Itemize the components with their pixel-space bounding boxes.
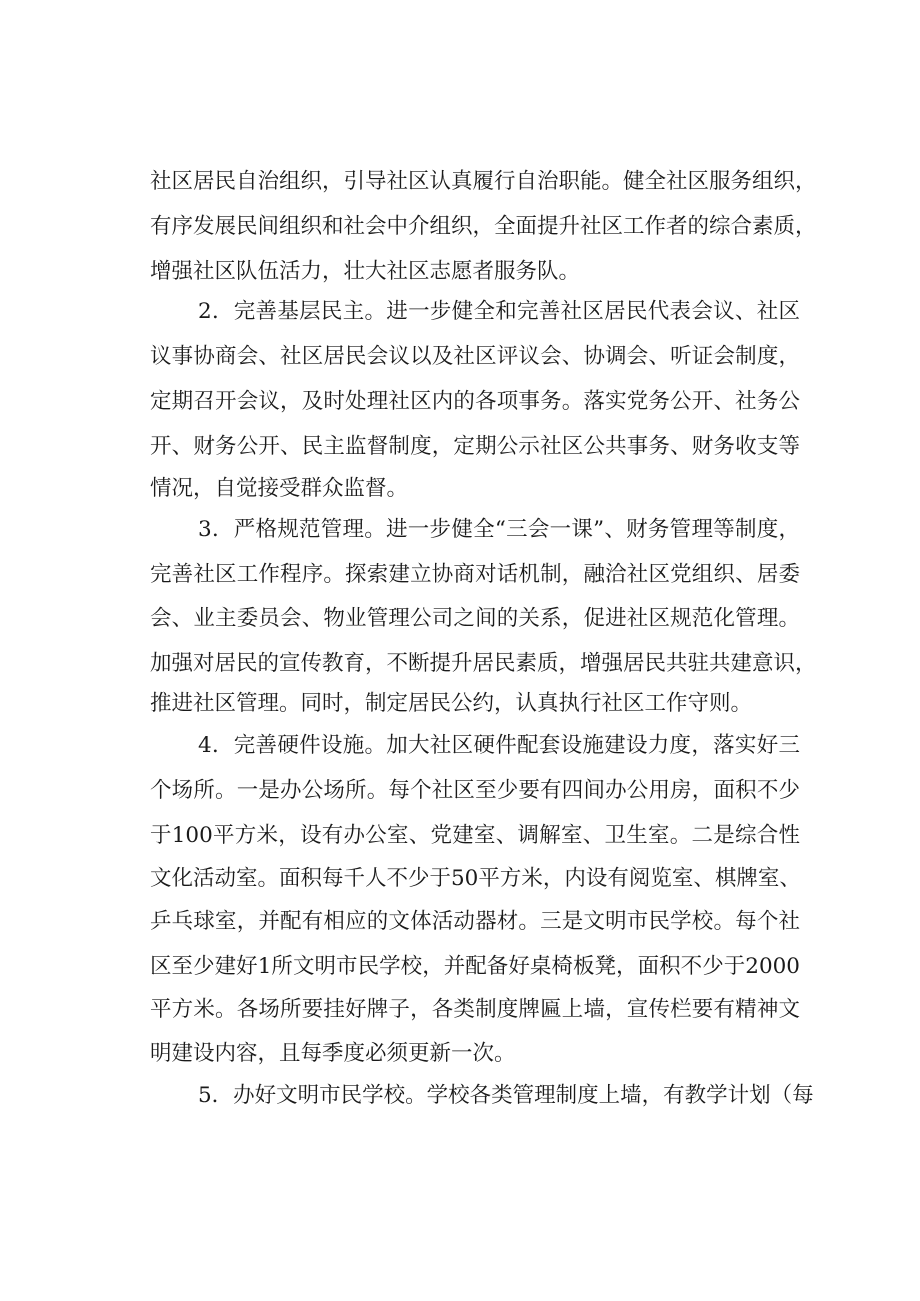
paragraph-start-line: 5．办好文明市民学校。学校各类管理制度上墙，有教学计划（每 — [198, 1083, 814, 1108]
paragraph-start-line: 4．完善硬件设施。加大社区硬件配套设施建设力度，落实好三 — [198, 733, 800, 758]
paragraph-start-line: 2．完善基层民主。进一步健全和完善社区居民代表会议、社区 — [198, 299, 800, 324]
text-line: 加强对居民的宣传教育，不断提升居民素质，增强居民共驻共建意识， — [150, 651, 817, 676]
text-line: 议事协商会、社区居民会议以及社区评议会、协调会、听证会制度， — [150, 344, 800, 369]
text-line: 情况，自觉接受群众监督。 — [150, 476, 409, 501]
text-line: 区至少建好1所文明市民学校，并配备好桌椅板凳，面积不少于2000 — [150, 954, 800, 979]
paragraph-start-line: 3．严格规范管理。进一步健全“三会一课”、财务管理等制度， — [198, 517, 800, 542]
text-line: 于100平方米，设有办公室、党建室、调解室、卫生室。二是综合性 — [150, 823, 800, 848]
text-line: 推进社区管理。同时，制定居民公约，认真执行社区工作守则。 — [150, 691, 753, 716]
text-line: 开、财务公开、民主监督制度，定期公示社区公共事务、财务收支等 — [150, 434, 800, 459]
text-line: 定期召开会议，及时处理社区内的各项事务。落实党务公开、社务公 — [150, 389, 800, 414]
text-line: 个场所。一是办公场所。每个社区至少要有四间办公用房，面积不少 — [150, 778, 800, 803]
text-line: 平方米。各场所要挂好牌子，各类制度牌匾上墙，宣传栏要有精神文 — [150, 997, 800, 1022]
text-line: 有序发展民间组织和社会中介组织，全面提升社区工作者的综合素质， — [150, 214, 817, 239]
text-line: 明建设内容，且每季度必须更新一次。 — [150, 1041, 516, 1066]
text-line: 社区居民自治组织，引导社区认真履行自治职能。健全社区服务组织， — [150, 169, 817, 194]
text-line: 增强社区队伍活力，壮大社区志愿者服务队。 — [150, 259, 581, 284]
text-line: 乒乓球室，并配有相应的文体活动器材。三是文明市民学校。每个社 — [150, 909, 800, 934]
text-line: 文化活动室。面积每千人不少于50平方米，内设有阅览室、棋牌室、 — [150, 866, 801, 891]
text-line: 会、业主委员会、物业管理公司之间的关系，促进社区规范化管理。 — [150, 606, 800, 631]
text-line: 完善社区工作程序。探索建立协商对话机制，融洽社区党组织、居委 — [150, 562, 800, 587]
